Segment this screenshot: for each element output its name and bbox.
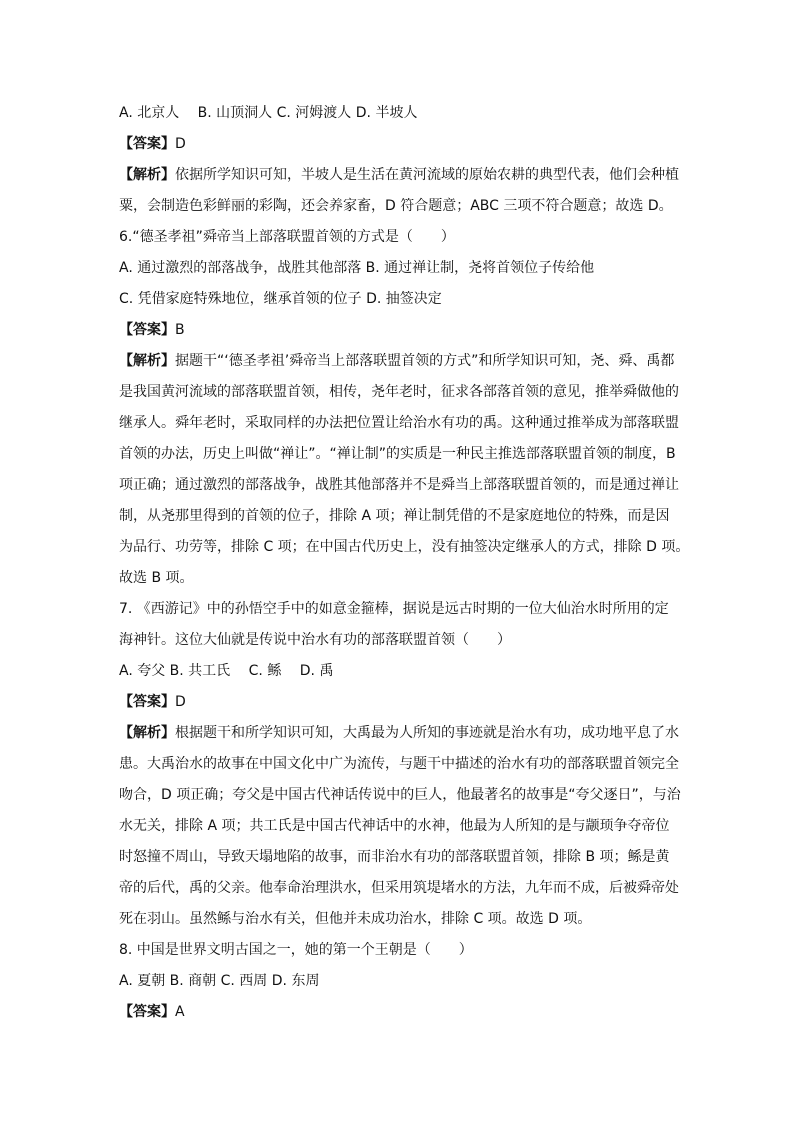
q6-analysis-line: 故选 B 项。 xyxy=(119,570,194,586)
q6-analysis-line: 为品行、功劳等，排除 C 项；在中国古代历史上，没有抽签决定继承人的方式，排除 D 项。 xyxy=(119,539,690,555)
q6-stem: 6.“德圣孝祖”舜帝当上部落联盟首领的方式是（ ） xyxy=(119,229,455,245)
q8-stem: 8. 中国是世界文明古国之一，她的第一个王朝是（ ） xyxy=(119,942,473,958)
document-page xyxy=(119,98,690,1028)
q7-analysis-line: 时怒撞不周山，导致天塌地陷的故事，而非治水有功的部落联盟首领，排除 B 项；鲧是黄 xyxy=(119,849,670,865)
q7-analysis-line: 帝的后代，禹的父亲。他奉命治理洪水，但采用筑堤堵水的方法，九年而不成，后被舜帝处 xyxy=(119,880,679,896)
q6-analysis-line: 首领的办法，历史上叫做“禅让”。“禅让制”的实质是一种民主推选部落联盟首领的制度，B xyxy=(119,446,676,462)
answer-label: 【答案】 xyxy=(119,136,175,152)
q8-options: A. 夏朝 B. 商朝 C. 西周 D. 东周 xyxy=(119,973,320,989)
q6-options-line: C. 凭借家庭特殊地位，继承首领的位子 D. 抽签决定 xyxy=(119,291,442,307)
q6-options-line: A. 通过激烈的部落战争，战胜其他部落 B. 通过禅让制，尧将首领位子传给他 xyxy=(119,260,595,276)
analysis-label: 【解析】 xyxy=(119,353,175,369)
q6-analysis-line: 项正确；通过激烈的部落战争，战胜其他部落并不是舜当上部落联盟首领的，而是通过禅让 xyxy=(119,477,679,493)
answer-label: 【答案】 xyxy=(119,694,175,710)
answer-value: A xyxy=(175,1004,185,1020)
answer-value: B xyxy=(175,322,185,338)
analysis-text: 据题干“‘德圣孝祖’舜帝当上部落联盟首领的方式”和所学知识可知，尧、舜、禹都 xyxy=(175,353,675,369)
q7-analysis-line: 水无关，排除 A 项；共工氏是中国古代神话中的水神，他最为人所知的是与颛顼争夺帝位 xyxy=(119,818,670,834)
q7-analysis-line: 死在羽山。虽然鲧与治水有关，但他并未成功治水，排除 C 项。故选 D 项。 xyxy=(119,911,592,927)
q8-answer xyxy=(119,997,679,1028)
q5-analysis-line xyxy=(119,160,679,191)
q6-analysis-line: 继承人。舜年老时，采取同样的办法把位置让给治水有功的禹。这种通过推举成为部落联盟 xyxy=(119,415,679,431)
q5-analysis-line: 粟，会制造色彩鲜丽的彩陶，还会养家畜，D 符合题意；ABC 三项不符合题意；故选 D。 xyxy=(119,198,673,214)
analysis-label: 【解析】 xyxy=(119,167,175,183)
q5-options: A. 北京人 B. 山顶洞人 C. 河姆渡人 D. 半坡人 xyxy=(119,105,418,121)
q7-answer xyxy=(119,687,679,718)
q6-answer xyxy=(119,315,679,346)
analysis-text: 根据题干和所学知识可知，大禹最为人所知的事迹就是治水有功，成功地平息了水 xyxy=(175,725,679,741)
answer-value: D xyxy=(175,694,186,710)
q7-analysis-line: 患。大禹治水的故事在中国文化中广为流传，与题干中描述的治水有功的部落联盟首领完全 xyxy=(119,756,679,772)
answer-value: D xyxy=(175,136,186,152)
answer-label: 【答案】 xyxy=(119,322,175,338)
analysis-text: 依据所学知识可知，半坡人是生活在黄河流域的原始农耕的典型代表，他们会种植 xyxy=(175,167,679,183)
analysis-label: 【解析】 xyxy=(119,725,175,741)
q7-analysis-line xyxy=(119,718,679,749)
q5-answer xyxy=(119,129,679,160)
q7-analysis-line: 吻合，D 项正确；夸父是中国古代神话传说中的巨人，他最著名的故事是“夸父逐日”，与治 xyxy=(119,787,681,803)
q7-options: A. 夸父 B. 共工氏 C. 鲧 D. 禹 xyxy=(119,663,334,679)
q6-analysis-line xyxy=(119,346,679,377)
q6-analysis-line: 制，从尧那里得到的首领的位子，排除 A 项；禅让制凭借的不是家庭地位的特殊，而是因 xyxy=(119,508,670,524)
q6-analysis-line: 是我国黄河流域的部落联盟首领，相传，尧年老时，征求各部落首领的意见，推举舜做他的 xyxy=(119,384,679,400)
q7-stem-line: 7. 《西游记》中的孙悟空手中的如意金箍棒，据说是远古时期的一位大仙治水时所用的定 xyxy=(119,601,669,617)
answer-label: 【答案】 xyxy=(119,1004,175,1020)
q7-stem-line: 海神针。这位大仙就是传说中治水有功的部落联盟首领（ ） xyxy=(119,632,511,648)
